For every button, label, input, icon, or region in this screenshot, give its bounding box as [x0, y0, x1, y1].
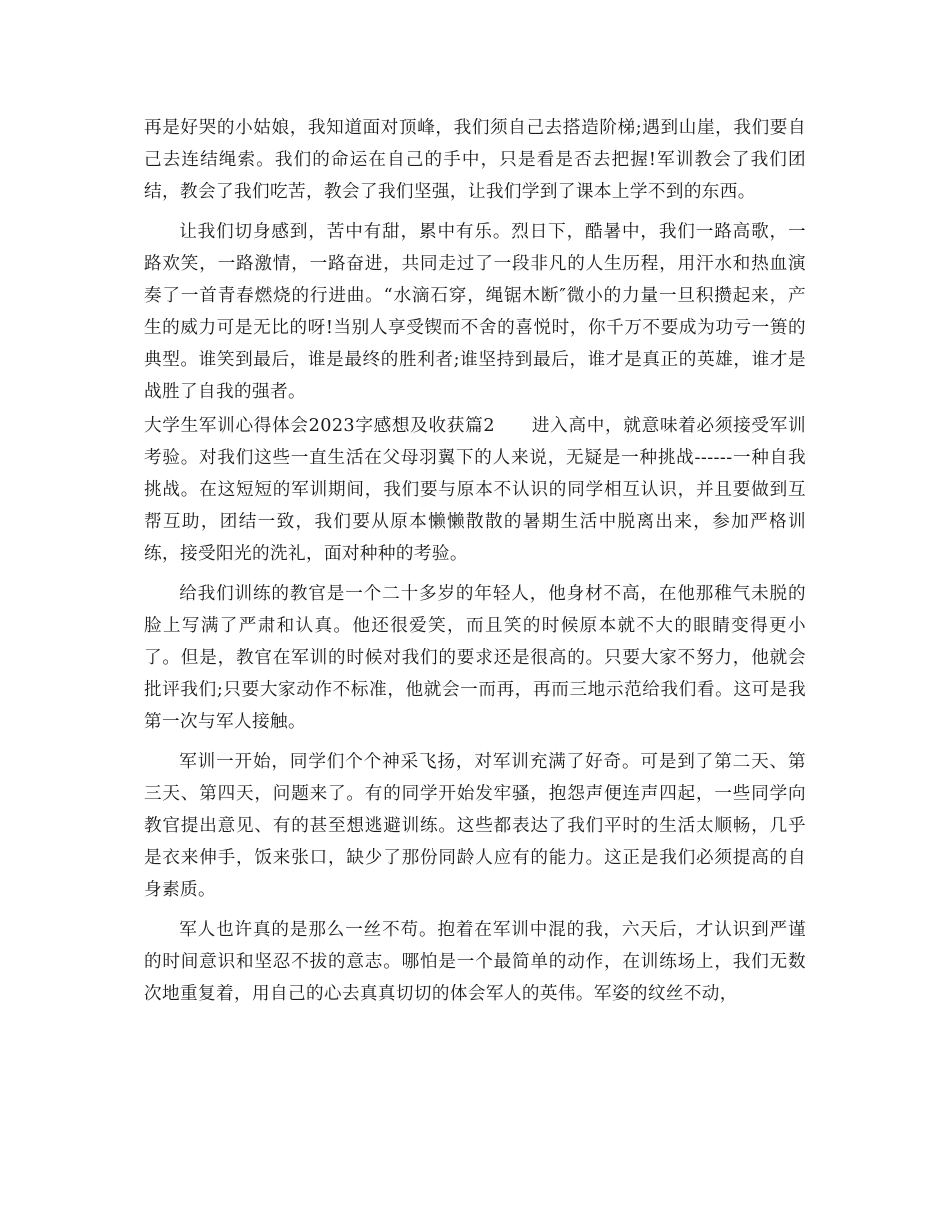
paragraph-2: 让我们切身感到，苦中有甜，累中有乐。烈日下，酷暑中，我们一路高歌，一路欢笑，一路激情，一路奋进，共同走过了一段非凡的人生历程，用汗水和热血演奏了一首青春燃烧的行进曲。“水滴石穿，绳锯木断″微小的力量一旦积攒起来，产生的威力可是无比的呀!当别人享受锲而不舍的喜悦时，你千万不要成为功亏一篑的典型。谁笑到最后，谁是最终的胜利者;谁坚持到最后，谁才是真正的英雄，谁才是战胜了自我的强者。 — [144, 222, 806, 402]
paragraph-3-with-heading: 大学生军训心得体会2023字感想及收获篇2 进入高中，就意味着必须接受军训考验。对我们这些一直生活在父母羽翼下的人来说，无疑是一种挑战------一种自我挑战。在这短短的军训期间，我们要与原本不认识的同学相互认识，并且要做到互帮互助，团结一致，我们要从原本懒懒散散的暑期生活中脱离出来，参加严格训练，接受阳光的洗礼，面对种种的考验。 — [144, 416, 806, 564]
paragraph-1: 再是好哭的小姑娘，我知道面对顶峰，我们须自己去搭造阶梯;遇到山崖，我们要自己去连结绳索。我们的命运在自己的手中，只是看是否去把握!军训教会了我们团结，教会了我们吃苦，教会了我们坚强，让我们学到了课本上学不到的东西。 — [144, 118, 806, 202]
document-body — [144, 112, 806, 1012]
paragraph-6: 军人也许真的是那么一丝不苟。抱着在军训中混的我，六天后，才认识到严谨的时间意识和坚忍不拔的意志。哪怕是一个最简单的动作，在训练场上，我们无数次地重复着，用自己的心去真真切切的体会军人的英伟。军姿的纹丝不动， — [144, 920, 806, 1004]
paragraph-4: 给我们训练的教官是一个二十多岁的年轻人，他身材不高，在他那稚气未脱的脸上写满了严肃和认真。他还很爱笑，而且笑的时候原本就不大的眼睛变得更小了。但是，教官在军训的时候对我们的要求还是很高的。只要大家不努力，他就会批评我们;只要大家动作不标准，他就会一而再，再而三地示范给我们看。这可是我第一次与军人接触。 — [144, 584, 806, 732]
paragraph-5: 军训一开始，同学们个个神采飞扬，对军训充满了好奇。可是到了第二天、第三天、第四天，问题来了。有的同学开始发牢骚，抱怨声便连声四起，一些同学向教官提出意见、有的甚至想逃避训练。这些都表达了我们平时的生活太顺畅，几乎是衣来伸手，饭来张口，缺少了那份同龄人应有的能力。这正是我们必须提高的自身素质。 — [144, 752, 806, 900]
